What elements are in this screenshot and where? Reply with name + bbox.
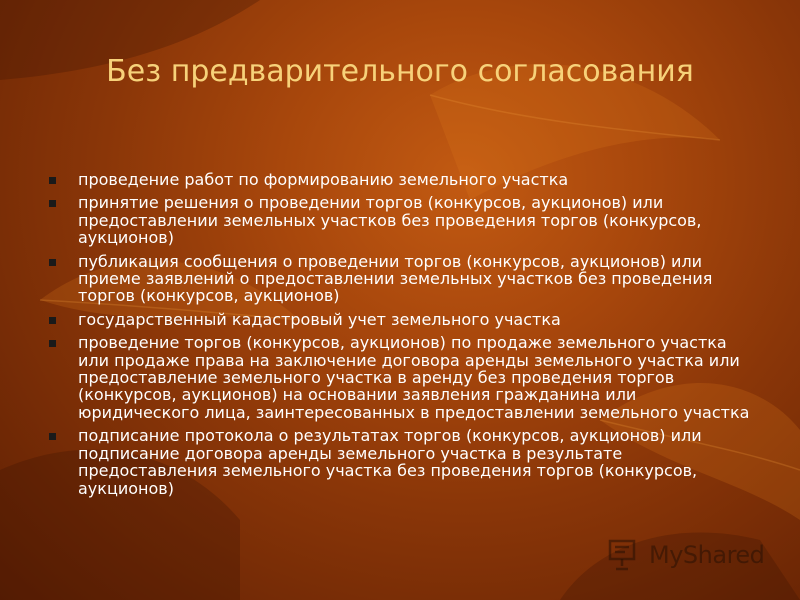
list-item-text: проведение торгов (конкурсов, аукционов) по продаже земельного участка или продаже права на заключение договора аренды земельного участка или предоставление земельного участка в аренду без проведения торгов (конкурсов, аукционов) на основании заявления гражданина или юридического лица, заинтересованных в предоставлении земельного участка <box>78 333 750 422</box>
slide-title: Без предварительного согласования <box>106 54 694 89</box>
square-bullet-icon <box>49 317 56 324</box>
list-item-text: проведение работ по формированию земельного участка <box>78 170 569 189</box>
list-item <box>48 194 760 246</box>
watermark-text: MyShared <box>649 541 765 569</box>
list-item-text: публикация сообщения о проведении торгов (конкурсов, аукционов) или приеме заявлений о предоставлении земельных участков без проведения торгов (конкурсов, аукционов) <box>78 251 713 306</box>
watermark <box>607 536 777 576</box>
square-bullet-icon <box>49 177 56 184</box>
list-item <box>48 171 760 188</box>
square-bullet-icon <box>49 340 56 347</box>
list-item <box>48 427 760 497</box>
square-bullet-icon <box>49 200 56 207</box>
bullet-list <box>48 171 760 503</box>
list-item <box>48 253 760 305</box>
square-bullet-icon <box>49 433 56 440</box>
list-item-text: принятие решения о проведении торгов (конкурсов, аукционов) или предоставлении земельных участков без проведения торгов (конкурсов, аукционов) <box>78 193 702 248</box>
list-item <box>48 311 760 328</box>
list-item-text: государственный кадастровый учет земельного участка <box>78 309 561 329</box>
list-item-text: подписание протокола о результатах торгов (конкурсов, аукционов) или подписание договора аренды земельного участка в результате предоставления земельного участка без проведения торгов (конкурсов, аукционов) <box>78 426 702 498</box>
presentation-board-icon <box>607 538 643 572</box>
list-item <box>48 334 760 421</box>
square-bullet-icon <box>49 259 56 266</box>
